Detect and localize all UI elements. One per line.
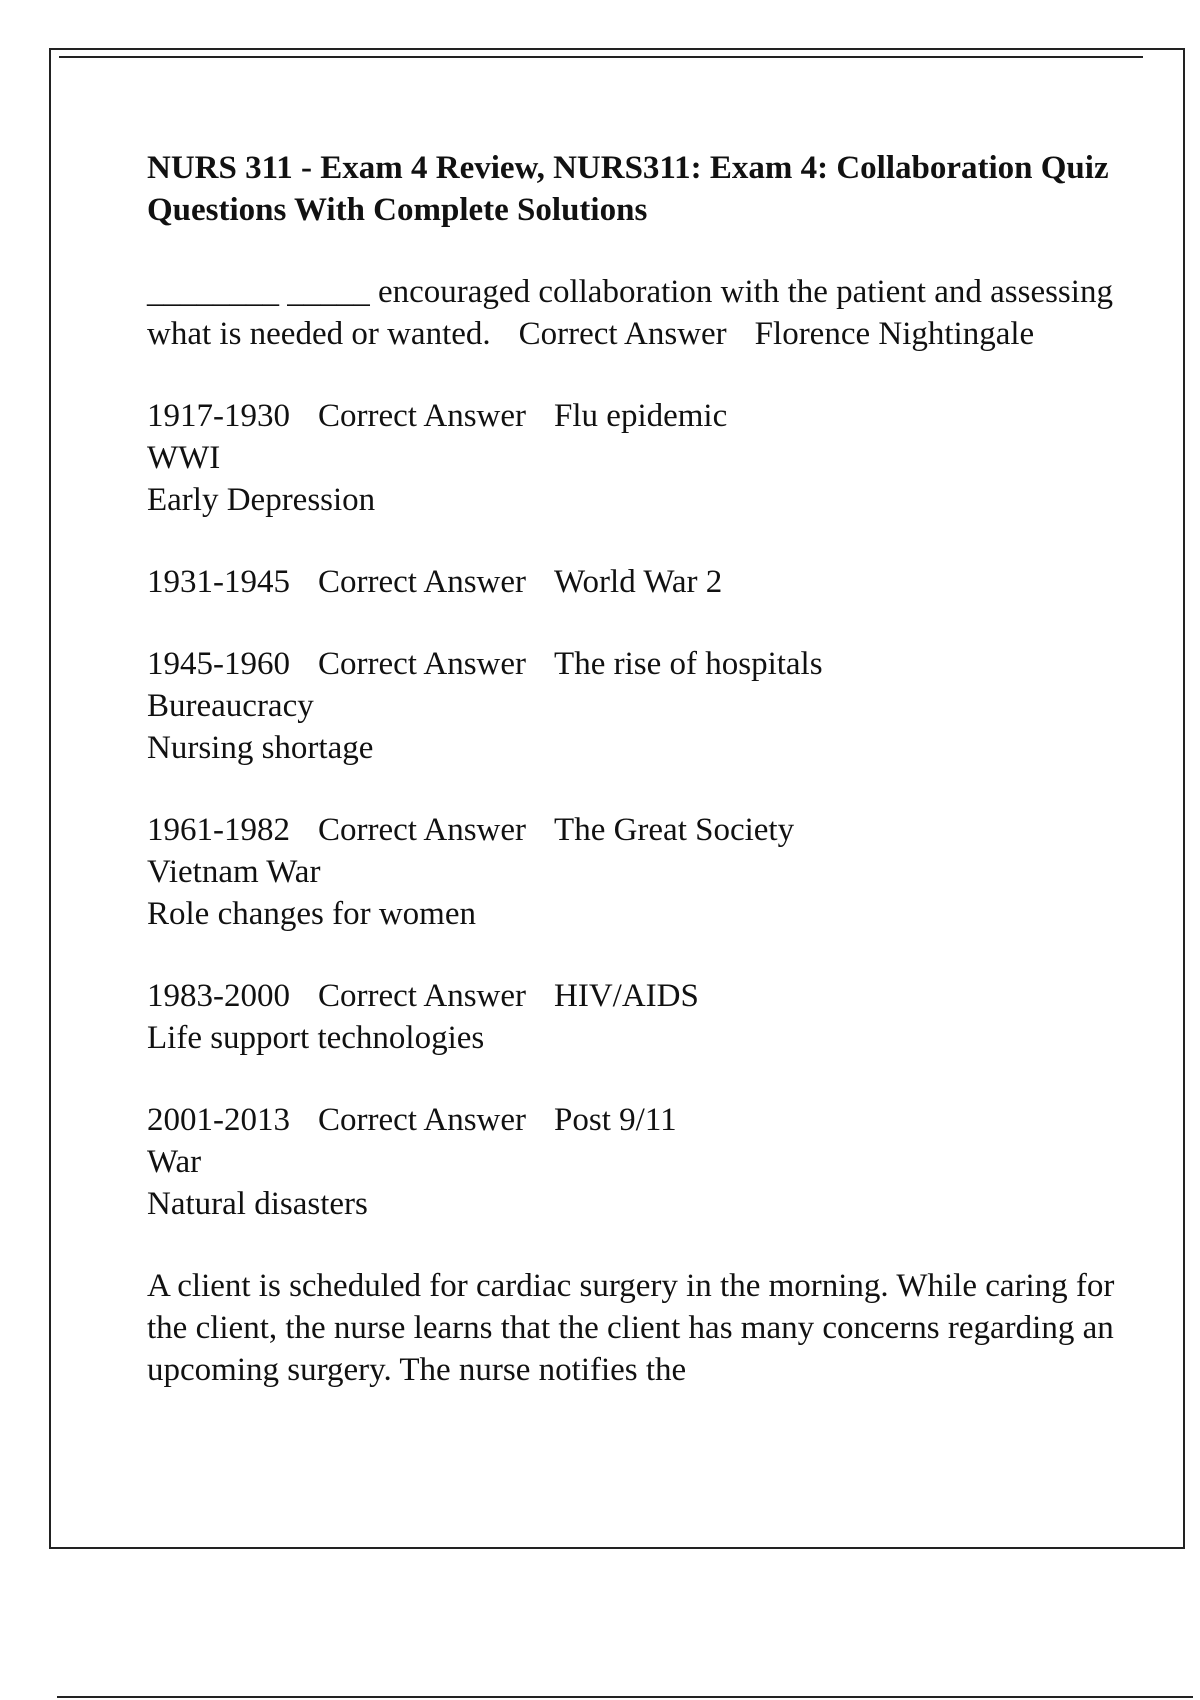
- answer-text: Nursing shortage: [147, 730, 374, 766]
- answer-label: Correct Answer: [318, 978, 527, 1014]
- qa-item: [147, 1099, 1137, 1225]
- answer-text: Bureaucracy: [147, 688, 314, 724]
- answer-label: Correct Answer: [318, 812, 527, 848]
- answer-label: Correct Answer: [318, 564, 527, 600]
- answer-text: World War 2: [554, 564, 723, 600]
- qa-item: [147, 561, 1137, 603]
- question-text: A client is scheduled for cardiac surgery in the morning. While caring for the client, the nurse learns that the client has many concerns regarding an upcoming surgery. The nurse notifies the: [147, 1268, 1115, 1388]
- answer-label: Correct Answer: [318, 1102, 527, 1138]
- answer-text: The rise of hospitals: [554, 646, 823, 682]
- answer-text: Vietnam War: [147, 854, 321, 890]
- question-text: 2001-2013: [147, 1102, 290, 1138]
- answer-text: Post 9/11: [554, 1102, 677, 1138]
- bottom-rule: [57, 1696, 1193, 1698]
- qa-item: [147, 643, 1137, 769]
- qa-item: [147, 975, 1137, 1059]
- answer-text: Natural disasters: [147, 1186, 368, 1222]
- answer-text: Flu epidemic: [554, 398, 728, 434]
- qa-item: [147, 271, 1137, 355]
- question-text: 1931-1945: [147, 564, 290, 600]
- question-text: 1961-1982: [147, 812, 290, 848]
- answer-text: Early Depression: [147, 482, 376, 518]
- page-frame: [49, 48, 1185, 1549]
- answer-label: Correct Answer: [318, 398, 527, 434]
- answer-text: Role changes for women: [147, 896, 476, 932]
- trailing-question: [147, 1265, 1137, 1391]
- top-rule: [59, 56, 1143, 58]
- question-text: 1917-1930: [147, 398, 290, 434]
- question-text: 1945-1960: [147, 646, 290, 682]
- answer-text: The Great Society: [554, 812, 795, 848]
- answer-text: Life support technologies: [147, 1020, 485, 1056]
- answer-label: Correct Answer: [318, 646, 527, 682]
- document-content: [147, 147, 1137, 1431]
- answer-text: Florence Nightingale: [754, 316, 1035, 352]
- answer-text: War: [147, 1144, 202, 1180]
- question-text: 1983-2000: [147, 978, 290, 1014]
- document-title: NURS 311 - Exam 4 Review, NURS311: Exam 4: Collaboration Quiz Questions With Complete Solutions: [147, 150, 1109, 228]
- answer-label: Correct Answer: [518, 316, 727, 352]
- answer-text: WWI: [147, 440, 221, 476]
- question-text: ________ _____ encouraged collaboration with the patient and assessing what is needed or wanted.: [147, 274, 1113, 352]
- qa-item: [147, 395, 1137, 521]
- answer-text: HIV/AIDS: [554, 978, 699, 1014]
- qa-item: [147, 809, 1137, 935]
